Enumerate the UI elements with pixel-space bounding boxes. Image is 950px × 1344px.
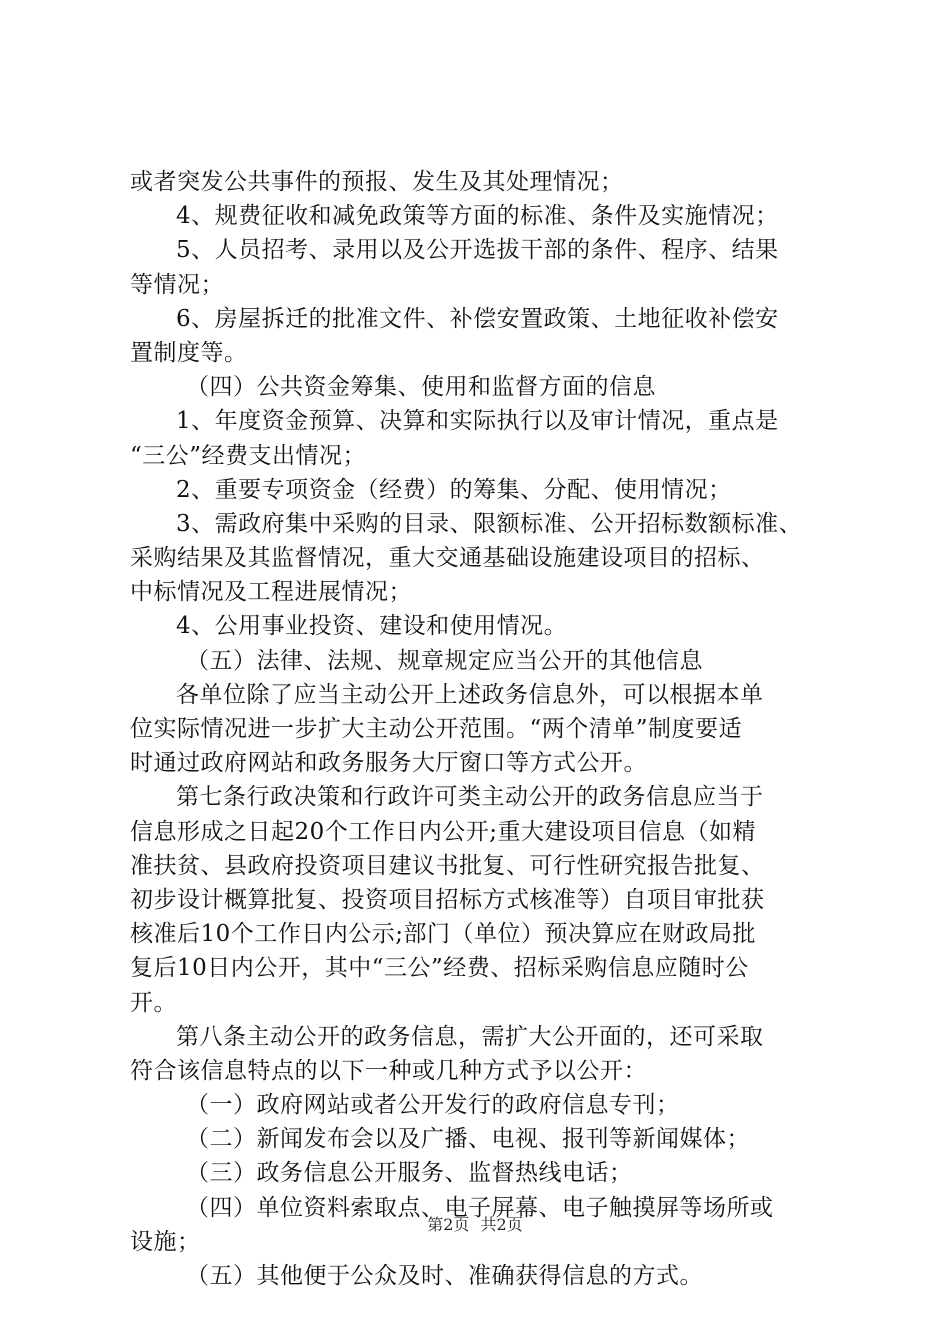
text-line: （三）政务信息公开服务、监督热线电话； — [186, 1160, 633, 1187]
text-line: 准扶贫、县政府投资项目建议书批复、可行性研究报告批复、 — [130, 852, 765, 879]
text-line: 4、规费征收和减免政策等方面的标准、条件及实施情况； — [176, 203, 779, 230]
text-line: （四）单位资料索取点、电子屏幕、电子触摸屏等场所或 — [186, 1194, 774, 1221]
text-line: 第八条主动公开的政务信息，需扩大公开面的，还可采取 — [176, 1023, 764, 1050]
document-body — [130, 165, 830, 1293]
text-line: （一）政府网站或者公开发行的政府信息专刊； — [186, 1092, 680, 1119]
text-line: （四）公共资金筹集、使用和监督方面的信息 — [186, 374, 656, 401]
text-line: 复后10日内公开，其中“三公”经费、招标采购信息应随时公 — [130, 955, 749, 982]
text-line: “三公”经费支出情况； — [130, 442, 367, 469]
text-line: 1、年度资金预算、决算和实际执行以及审计情况，重点是 — [176, 408, 779, 435]
text-line: （二）新闻发布会以及广播、电视、报刊等新闻媒体； — [186, 1126, 750, 1153]
text-line: 各单位除了应当主动公开上述政务信息外，可以根据本单 — [176, 681, 764, 708]
text-line: 等情况； — [130, 271, 224, 298]
text-line: 信息形成之日起20个工作日内公开;重大建设项目信息（如精 — [130, 818, 757, 845]
text-line: （五）法律、法规、规章规定应当公开的其他信息 — [186, 647, 703, 674]
text-line: 位实际情况进一步扩大主动公开范围。“两个清单”制度要适 — [130, 716, 743, 742]
page-number: 第2页 — [427, 1215, 470, 1234]
text-line: 第七条行政决策和行政许可类主动公开的政务信息应当于 — [176, 784, 764, 811]
text-line: 开。 — [130, 989, 177, 1016]
page-total: 共2页 — [480, 1215, 523, 1234]
text-line: 设施； — [130, 1228, 201, 1255]
text-line: 核准后10个工作日内公示;部门（单位）预决算应在财政局批 — [130, 921, 757, 948]
text-line: 5、人员招考、录用以及公开选拔干部的条件、程序、结果 — [176, 237, 779, 264]
text-line: 2、重要专项资金（经费）的筹集、分配、使用情况； — [176, 476, 732, 503]
text-line: 3、需政府集中采购的目录、限额标准、公开招标数额标准、 — [176, 510, 803, 537]
text-line: 中标情况及工程进展情况； — [130, 579, 412, 606]
text-line: 初步设计概算批复、投资项目招标方式核准等）自项目审批获 — [130, 886, 765, 913]
text-line: 符合该信息特点的以下一种或几种方式予以公开： — [130, 1057, 647, 1084]
text-line: 6、房屋拆迁的批准文件、补偿安置政策、土地征收补偿安 — [176, 305, 779, 332]
page-footer — [0, 1212, 950, 1235]
text-line: 4、公用事业投资、建设和使用情况。 — [176, 613, 568, 640]
text-line: （五）其他便于公众及时、准确获得信息的方式。 — [186, 1263, 703, 1289]
text-line: 时通过政府网站和政务服务大厅窗口等方式公开。 — [130, 750, 647, 777]
text-line: 采购结果及其监督情况，重大交通基础设施建设项目的招标、 — [130, 545, 765, 572]
text-line: 或者突发公共事件的预报、发生及其处理情况； — [130, 169, 624, 195]
text-line: 置制度等。 — [130, 339, 248, 366]
